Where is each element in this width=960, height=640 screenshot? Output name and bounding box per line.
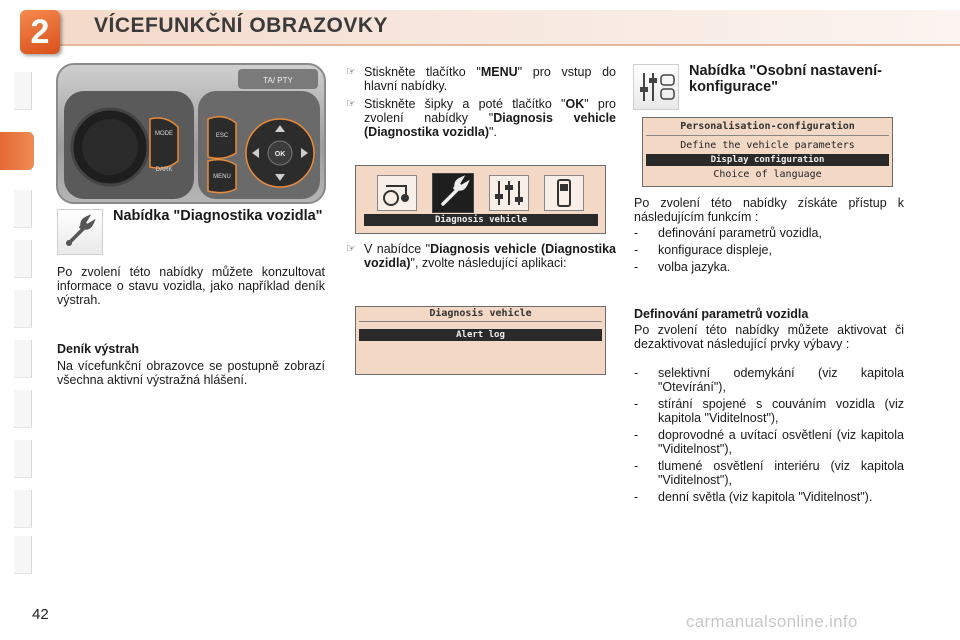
list-item: - konfigurace displeje, bbox=[634, 243, 772, 257]
ta-pty-label: TA/ PTY bbox=[263, 76, 293, 85]
chapter-tab[interactable] bbox=[14, 190, 32, 228]
personalisation-heading: Nabídka "Osobní nastavení-konfigurace" bbox=[689, 63, 883, 95]
alert-log-heading: Deník výstrah bbox=[57, 342, 139, 356]
instruction-step: ☞ Stiskněte tlačítko "MENU" pro vstup do hlavní nabídky. bbox=[346, 65, 617, 93]
personalisation-intro: Po zvolení této nabídky získáte přístup k následujícím funkcím : bbox=[634, 196, 904, 224]
diagnosis-screen-title: Diagnosis vehicle bbox=[429, 308, 532, 319]
list-item: - tlumené osvětlení interiéru (viz kapitola "Viditelnost"), bbox=[634, 459, 904, 487]
esc-button-label: ESC bbox=[215, 133, 229, 139]
settings-sliders-icon bbox=[633, 64, 679, 110]
list-item: - doprovodné a uvítací osvětlení (viz kapitola "Viditelnost"), bbox=[634, 428, 904, 456]
personalisation-screen-title: Personalisation-configuration bbox=[680, 121, 855, 132]
chapter-tab[interactable] bbox=[14, 290, 32, 328]
instructions-list bbox=[346, 65, 616, 143]
dark-button-label: DARK bbox=[155, 167, 173, 173]
chapter-badge: 2 bbox=[20, 10, 60, 54]
vehicle-params-intro: Po zvolení této nabídky můžete aktivovat či dezaktivovat následující prvky výbavy : bbox=[634, 323, 904, 351]
mode-button-label: MODE bbox=[155, 131, 173, 137]
diagnostics-heading: Nabídka "Diagnostika vozidla" bbox=[113, 208, 323, 224]
instruction-step: ☞ V nabídce "Diagnosis vehicle (Diagnostika vozidla)", zvolte následující aplikaci: bbox=[346, 242, 616, 270]
ok-button-label: OK bbox=[274, 151, 286, 158]
chapter-tab[interactable] bbox=[14, 490, 32, 528]
page-header bbox=[0, 0, 960, 60]
personalisation-screen-selected-line: Display configuration bbox=[646, 154, 889, 166]
list-item: - denní světla (viz kapitola "Viditelnost"). bbox=[634, 490, 873, 504]
phone-menu-icon bbox=[544, 175, 584, 211]
instruction-step: ☞ Stiskněte šipky a poté tlačítko "OK" pro zvolení nabídky "Diagnosis vehicle (Diagnostika vozidla)". bbox=[346, 97, 616, 139]
audio-menu-icon bbox=[377, 175, 417, 211]
chapter-tab[interactable] bbox=[14, 72, 32, 110]
list-item: - stírání spojené s couváním vozidla (viz kapitola "Viditelnost"), bbox=[634, 397, 904, 425]
chapter-tab-active[interactable] bbox=[0, 132, 34, 170]
settings-menu-icon bbox=[489, 175, 529, 211]
watermark: carmanualsonline.info bbox=[686, 612, 858, 631]
chapter-tab[interactable] bbox=[14, 440, 32, 478]
chapter-tab[interactable] bbox=[14, 340, 32, 378]
screen-divider bbox=[359, 321, 602, 322]
page-number: 42 bbox=[32, 606, 49, 623]
list-item: - definování parametrů vozidla, bbox=[634, 226, 822, 240]
chapter-tab[interactable] bbox=[14, 240, 32, 278]
menu-button-label: MENU bbox=[213, 174, 231, 180]
screen-divider bbox=[646, 135, 889, 136]
list-item: - volba jazyka. bbox=[634, 260, 731, 274]
personalisation-screen-line: Choice of language bbox=[713, 169, 822, 180]
chapter-tab-strip bbox=[0, 60, 34, 580]
list-item: - selektivní odemykání (viz kapitola "Otevírání"), bbox=[634, 366, 904, 394]
diagnosis-vehicle-screen bbox=[355, 306, 606, 375]
control-panel-illustration bbox=[58, 65, 324, 202]
chapter-tab[interactable] bbox=[14, 390, 32, 428]
chapter-tab[interactable] bbox=[14, 536, 32, 574]
personalisation-screen bbox=[642, 117, 893, 187]
diagnostics-intro: Po zvolení této nabídky můžete konzultovat informace o stavu vozidla, jako například deník výstrah. bbox=[57, 265, 325, 307]
pointing-hand-icon: ☞ bbox=[346, 66, 356, 78]
alert-log-menu-item: Alert log bbox=[359, 329, 602, 341]
page-title: VÍCEFUNKČNÍ OBRAZOVKY bbox=[94, 14, 389, 37]
main-menu-selected-label: Diagnosis vehicle bbox=[364, 214, 598, 226]
vehicle-params-heading: Definování parametrů vozidla bbox=[634, 307, 809, 321]
pointing-hand-icon: ☞ bbox=[346, 243, 356, 255]
control-panel-photo bbox=[56, 63, 326, 204]
diagnosis-menu-icon bbox=[432, 173, 474, 213]
pointing-hand-icon: ☞ bbox=[346, 98, 356, 110]
header-rule bbox=[52, 44, 960, 46]
vehicle-params-list bbox=[634, 366, 904, 507]
personalisation-screen-line: Define the vehicle parameters bbox=[680, 140, 855, 151]
alert-log-text: Na vícefunkční obrazovce se postupně zobrazí všechna aktivní výstražná hlášení. bbox=[57, 359, 325, 387]
personalisation-functions bbox=[634, 226, 904, 277]
submenu-instruction bbox=[346, 242, 616, 274]
wrench-icon bbox=[57, 209, 103, 255]
main-menu-screen bbox=[355, 165, 606, 234]
